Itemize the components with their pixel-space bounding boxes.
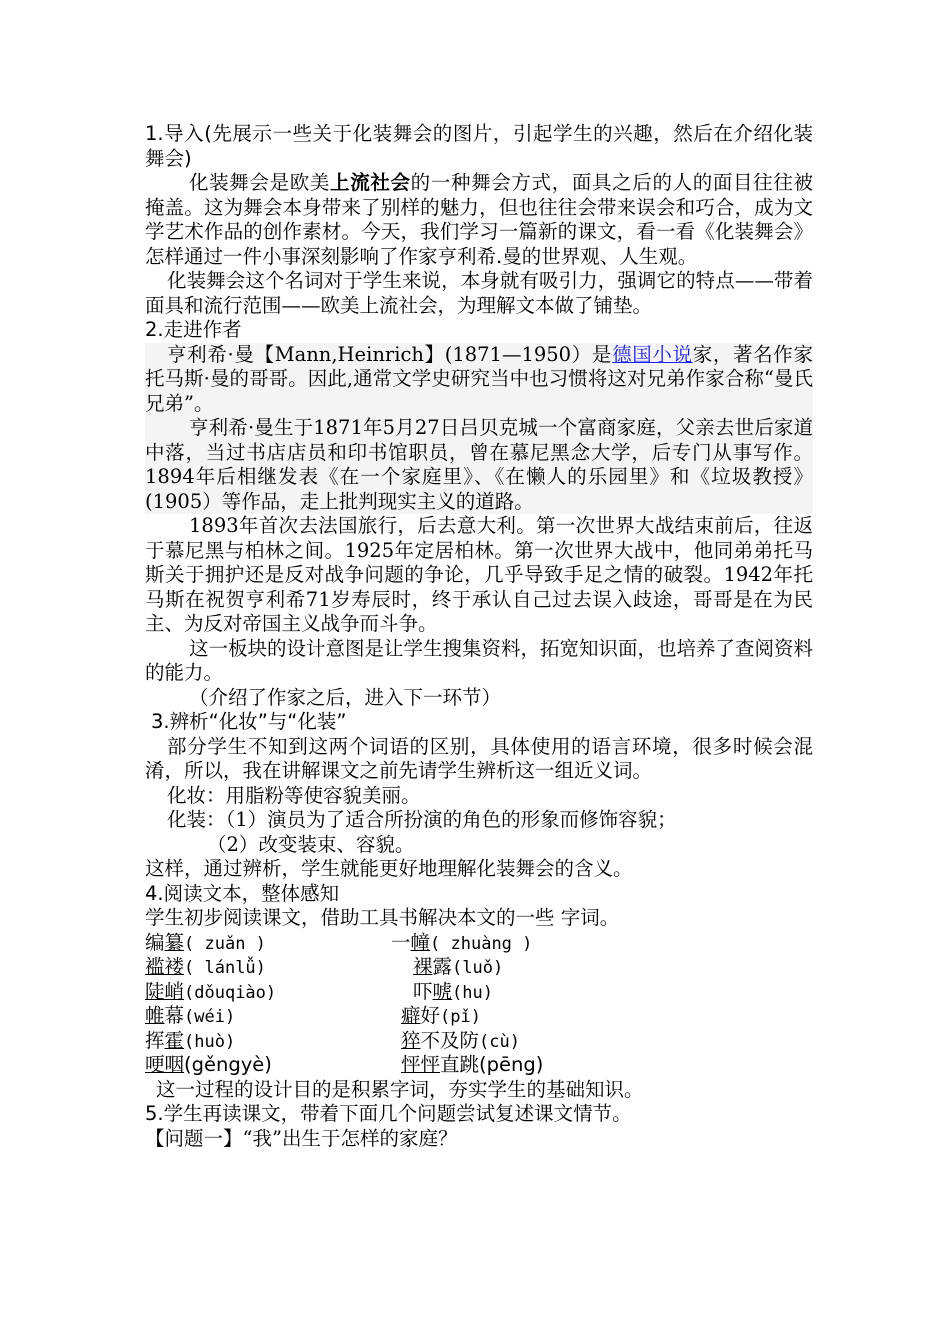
- vocab-row: [145, 1004, 813, 1029]
- section-2-heading: 2.走进作者: [145, 318, 242, 341]
- vocab-row: [145, 931, 813, 956]
- word-part: 编: [145, 930, 165, 954]
- word-underlined: 纂: [164, 930, 185, 954]
- section-3-paragraph-1: 部分学生不知到这两个词语的区别，具体使用的语言环境，很多时候会混淆，所以，我在讲解课文之前先请学生辨析这一组近义词。: [145, 734, 813, 782]
- pinyin: (luǒ): [452, 958, 504, 978]
- pinyin: (pēng): [479, 1053, 544, 1076]
- word-underlined: 怦怦: [401, 1053, 441, 1076]
- section-3-heading: 3.辨析“化妆”与“化装”: [151, 710, 347, 733]
- pinyin: (hu): [452, 982, 493, 1003]
- pinyin: (dǒuqiào): [184, 982, 277, 1003]
- section-3-definition-2b: （2）改变装束、容貌。: [207, 832, 415, 856]
- section-5-heading: 5.学生再读课文，带着下面几个问题尝试复述课文情节。: [145, 1102, 632, 1125]
- section-5-question-1: 【问题一】“我”出生于怎样的家庭？: [145, 1126, 458, 1150]
- text-span: 的一种舞会方式，面具之后的人的面目往往被掩盖。这为舞会本身带来了别样的魅力，但也往往会带来误会和巧合，成为文学艺术作品的创作素材。今天，我们学习一篇新的课文，看一看《化装舞会》怎样通过一件小事深刻影响了作家亨利希.曼的世界观、人生观。: [145, 171, 813, 268]
- vocab-right: [401, 1029, 520, 1055]
- word-part: 露: [432, 955, 453, 978]
- vocab-right: [413, 980, 493, 1006]
- vocab-row: [145, 955, 813, 980]
- document-page: [145, 122, 813, 1151]
- section-1-paragraph-1: [145, 171, 813, 269]
- word-part: 幕: [164, 1004, 185, 1027]
- vocab-left: [145, 1004, 235, 1030]
- word-underlined: 褴褛: [145, 955, 185, 978]
- vocab-left: [145, 980, 276, 1006]
- section-2-paragraph-1: [145, 343, 813, 417]
- section-3-definition-1: 化妆：用脂粉等使容貌美丽。: [167, 783, 421, 807]
- section-3-definition-2: 化装：（1）演员为了适合所扮演的角色的形象而修饰容貌；: [167, 808, 677, 831]
- vocab-right: [391, 931, 532, 957]
- word-underlined: 哽咽: [145, 1053, 185, 1076]
- vocab-left: [145, 1029, 235, 1055]
- section-1-heading: 1.导入(先展示一些关于化装舞会的图片，引起学生的兴趣，然后在介绍化装舞会): [145, 122, 813, 170]
- section-4-note: 这一过程的设计目的是积累字词，夯实学生的基础知识。: [156, 1077, 644, 1101]
- section-2-paragraph-3: 1893年首次去法国旅行，后去意大利。第一次世界大战结束前后，往返于慕尼黑与柏林之间。1925年定居柏林。第一次世界大战中，他同弟弟托马斯关于拥护还是反对战争问题的争论，几乎导致手足之情的破裂。1942年托马斯在祝贺亨利希71岁寿辰时，终于承认自己过去误入歧途，哥哥是在为民主、为反对帝国主义战争而斗争。: [145, 514, 813, 635]
- word-part: 挥: [145, 1028, 165, 1052]
- vocab-row: [145, 1053, 813, 1078]
- section-1-paragraph-2: 化装舞会这个名词对于学生来说，本身就有吸引力，强调它的特点——带着面具和流行范围——欧美上流社会，为理解文本做了铺垫。: [145, 269, 813, 317]
- pinyin: ( zhuàng ): [430, 933, 533, 954]
- vocab-row: [145, 1029, 813, 1054]
- section-2-paragraph-2: 亨利希·曼生于1871年5月27日吕贝克城一个富商家庭，父亲去世后家道中落，当过书店店员和印书馆职员，曾在慕尼黑念大学，后专门从事写作。1894年后相继发表《在一个家庭里》、《在懒人的乐园里》和《垃圾教授》(1905）等作品，走上批判现实主义的道路。: [145, 416, 813, 513]
- vocab-left: [145, 931, 266, 957]
- text-span: 亨利希·曼【Mann,Heinrich】(1871—1950）是: [167, 342, 613, 366]
- word-part: 好: [420, 1004, 441, 1027]
- pinyin: (pǐ): [440, 1007, 481, 1027]
- vocab-row: [145, 980, 813, 1005]
- pinyin: ( lánlǚ): [184, 958, 266, 978]
- word-underlined: 帷: [145, 1004, 165, 1027]
- pinyin: (cù): [479, 1031, 520, 1052]
- pinyin: ( zuǎn ): [184, 933, 266, 954]
- vocab-right: [413, 955, 503, 981]
- pinyin: (gěngyè): [184, 1053, 272, 1076]
- section-2-paragraph-4: 这一板块的设计意图是让学生搜集资料，拓宽知识面，也培养了查阅资料的能力。: [145, 636, 814, 684]
- word-part: 吓: [413, 979, 433, 1003]
- word-part: 不及防: [420, 1028, 480, 1052]
- word-underlined: 裸: [413, 955, 433, 978]
- section-3-paragraph-2: 这样，通过辨析，学生就能更好地理解化装舞会的含义。: [145, 857, 633, 880]
- bold-term: 上流社会: [330, 171, 411, 194]
- word-underlined: 幢: [410, 930, 431, 954]
- section-4-heading: 4.阅读文本，整体感知: [145, 881, 340, 905]
- word-underlined: 猝: [401, 1028, 421, 1052]
- word-underlined: 陡峭: [145, 979, 185, 1003]
- word-underlined: 霍: [164, 1028, 185, 1052]
- pinyin: (huò): [184, 1031, 236, 1052]
- section-4-intro: 学生初步阅读课文，借助工具书解决本文的一些 字词。: [145, 906, 620, 929]
- text-span: 化装舞会是欧美: [189, 171, 331, 194]
- vocab-left: [145, 1053, 272, 1078]
- link-german-novel[interactable]: 德国小说: [612, 342, 693, 366]
- word-underlined: 唬: [432, 979, 453, 1003]
- pinyin: (wéi): [184, 1007, 236, 1027]
- vocab-right: [401, 1053, 543, 1078]
- vocab-list: [145, 931, 813, 1078]
- word-part: 一: [391, 930, 411, 954]
- word-part: 直跳: [440, 1053, 480, 1076]
- section-2-paragraph-5: （介绍了作家之后，进入下一环节）: [189, 685, 502, 709]
- text-span: 家，著名作家托马斯·曼的哥哥。因此,通常文学史研究当中也习惯将这对兄弟作家合称“曼氏兄弟”。: [145, 342, 813, 415]
- vocab-right: [401, 1004, 481, 1030]
- word-underlined: 癖: [401, 1004, 421, 1027]
- vocab-left: [145, 955, 266, 981]
